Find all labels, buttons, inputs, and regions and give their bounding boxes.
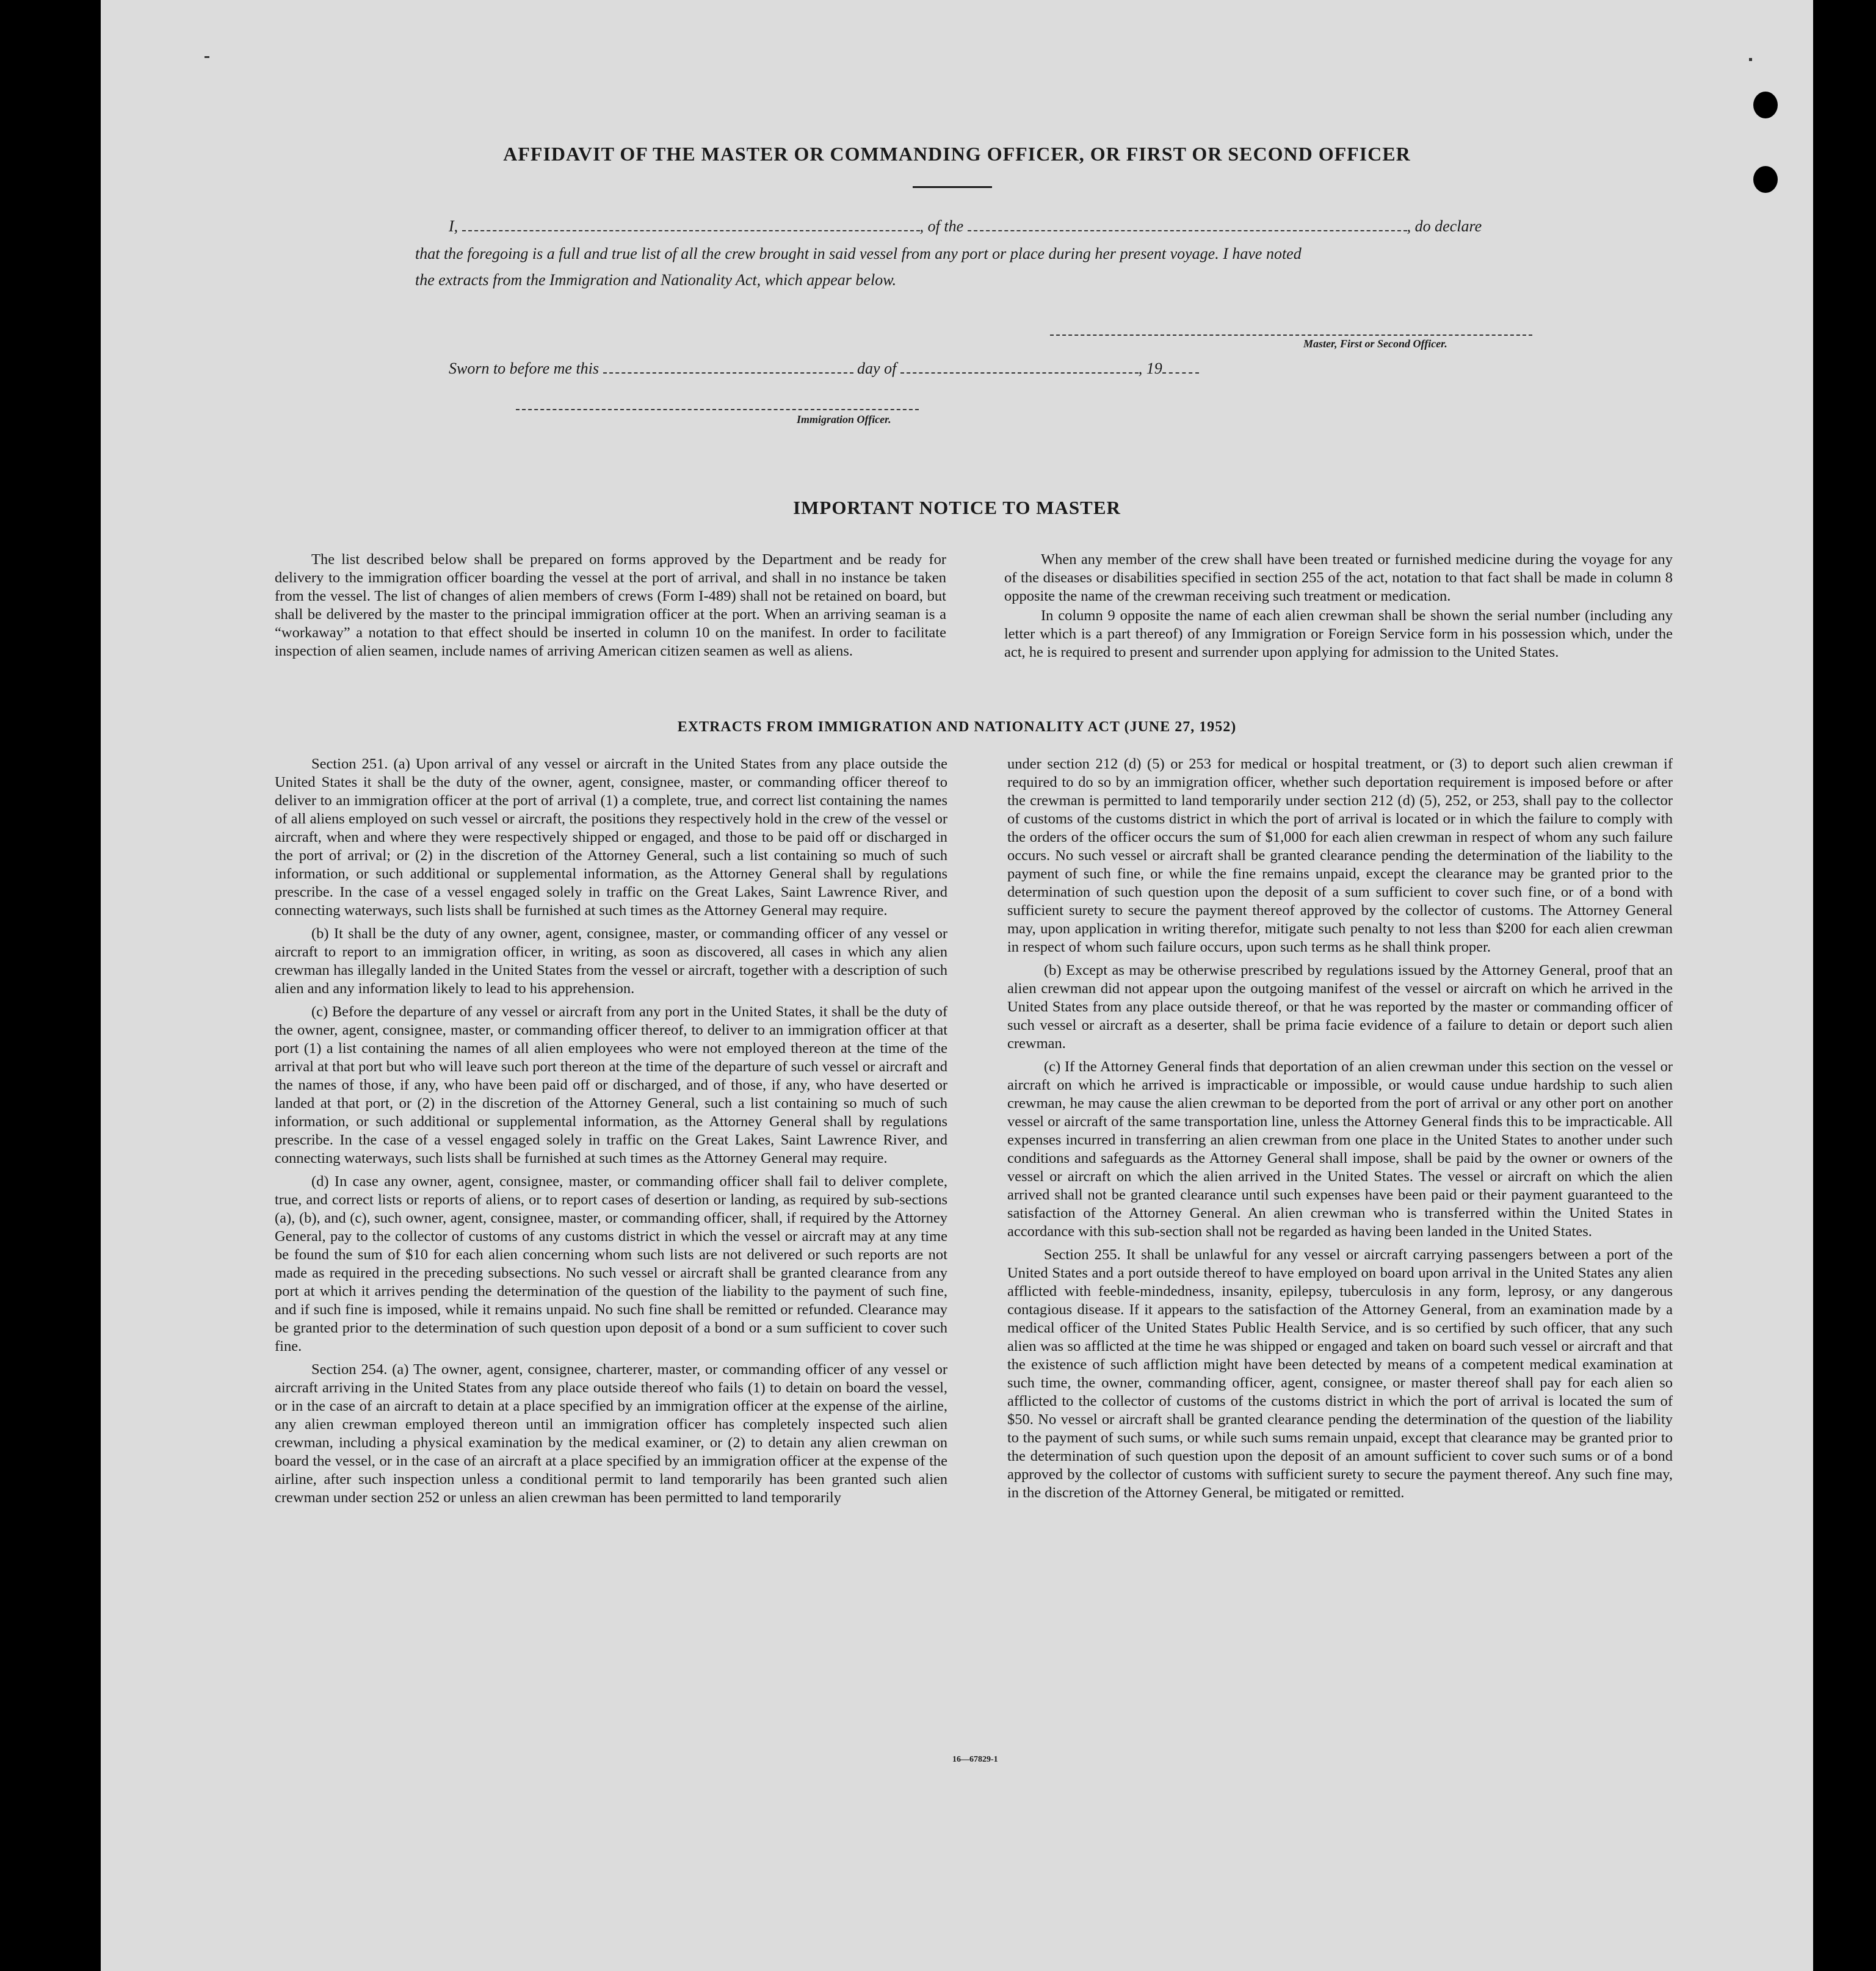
sworn-month-field[interactable] [900, 361, 1139, 374]
extracts-right-column [1007, 755, 1673, 1507]
punch-hole [1753, 166, 1778, 193]
declaration-line-1: that the foregoing is a full and true list of all the crew brought in said vessel from any port or place during her present voyage. I have noted [415, 245, 1302, 262]
notice-left-paragraph: The list described below shall be prepared on forms approved by the Department and be ready for delivery to the immigration officer boarding the vessel at the port of arrival, and shall in no instance be taken from the vessel. The list of changes of alien members of crews (Form I-489) shall not be retained on board, but shall be delivered by the master to the principal immigration officer at the port. When an arriving seaman is a “workaway” a notation to that effect should be inserted in column 10 on the manifest. In order to facilitate inspection of alien seamen, include names of arriving American citizen seamen as well as aliens. [275, 551, 946, 659]
declaration-line-2: the extracts from the Immigration and Nationality Act, which appear below. [415, 271, 897, 289]
sworn-year-field[interactable] [1162, 361, 1199, 374]
section-251-c: (c) Before the departure of any vessel or aircraft from any port in the United States, it shall be the duty of the owner, agent, consignee, master, or commanding officer thereof, to deliver to an immigration officer at that port (1) a list containing the names of all alien employees who were not employed thereon at the time of the arrival at that port but who will leave such port thereon at the time of the departure of such vessel or aircraft and the names of those, if any, who have been paid off or discharged, and of those, if any, who have deserted or landed at that port, or (2) in the discretion of the Attorney General, such a list containing so much of such information, or such additional or supplemental information, as the Attorney General shall by regulations prescribe. In the case of a vessel engaged solely in traffic on the Great Lakes, Saint Lawrence River, and connecting waterways, such lists shall be furnished at such times as the Attorney General may require. [275, 1004, 947, 1166]
section-251-d: (d) In case any owner, agent, consignee, master, or commanding officer shall fail to deliver complete, true, and correct lists or reports of aliens, or to report cases of desertion or landing, as required by sub-sections (a), (b), and (c), such owner, agent, consignee, master, or commanding officer, shall, if required by the Attorney General, pay to the collector of customs of any customs district in which the vessel or aircraft may at any time be found the sum of $10 for each alien concerning whom such lists are not delivered or such reports are not made as required in the preceding subsections. No such vessel or aircraft shall be granted clearance from any port at which it arrives pending the determination of the question of the liability to the payment of such fine, and if such fine is imposed, while it remains unpaid. No such fine shall be remitted or refunded. Clearance may be granted prior to the determination of such question upon deposit of a bond or a sum sufficient to cover such fine. [275, 1173, 947, 1354]
year-label: , 19 [1138, 360, 1162, 377]
title-rule [913, 186, 992, 188]
declarant-name-field[interactable] [462, 219, 920, 231]
i-label: I, [449, 217, 458, 235]
extracts-title: EXTRACTS FROM IMMIGRATION AND NATIONALITY ACT (JUNE 27, 1952) [677, 719, 1237, 735]
notice-title: IMPORTANT NOTICE TO MASTER [793, 497, 1121, 518]
section-251-b: (b) It shall be the duty of any owner, agent, consignee, master, or commanding officer of any vessel or aircraft to report to an immigration officer, in writing, as soon as discovered, all cases in which any alien crewman has illegally landed in the United States from the vessel or aircraft, together with a description of such alien and any information likely to lead to his apprehension. [275, 925, 947, 997]
section-254-c: (c) If the Attorney General finds that deportation of an alien crewman under this section on the vessel or aircraft on which he arrived is impracticable or impossible, or would cause undue hardship to such alien crewman, he may cause the alien crewman to be deported from the port of arrival or any other port on another vessel or aircraft of the same transportation line, unless the Attorney General finds this to be impracticable. All expenses incurred in transferring an alien crewman from one place in the United States to another under such conditions and safeguards as the Attorney General shall impose, shall be paid by the owner or owners of the vessel or aircraft on which the alien arrived in the United States. The vessel or aircraft on which the alien arrived shall not be granted clearance until such expenses have been paid or their payment guaranteed to the satisfaction of the Attorney General. An alien crewman who is transferred within the United States in accordance with this sub-section shall not be regarded as having been landed in the United States. [1007, 1058, 1673, 1240]
notice-left-column [275, 551, 946, 665]
immigration-officer-signature-field[interactable] [516, 398, 919, 410]
document-page [101, 0, 1813, 1971]
punch-hole [1753, 92, 1778, 118]
sworn-label: Sworn to before me this [449, 360, 599, 377]
notice-right-column [1004, 551, 1673, 667]
section-254-a-continued: under section 212 (d) (5) or 253 for medical or hospital treatment, or (3) to deport such alien crewman if required to do so by an immigration officer, whether such deportation requirement is imposed before or after the crewman is permitted to land temporarily under section 212 (d) (5), 252, or 253, shall pay to the collector of customs of the customs district in which the port of arrival is located or in which the failure to comply with the orders of the officer occurs the sum of $1,000 for each alien crewman in respect of whom any such failure occurs. No such vessel or aircraft shall be granted clearance pending the determination of the liability to the payment of such fine, or while the fine remains unpaid, except the clearance may be granted prior to the determination of such question upon the deposit of a sum sufficient to cover such fine, or of a bond with sufficient surety to secure the payment thereof approved by the collector of customs. The Attorney General may, upon application in writing therefor, mitigate such penalty to not less than $200 for each alien crewman in respect of whom such failure occurs, upon such terms as he shall think proper. [1007, 756, 1673, 955]
notice-right-paragraph-1: When any member of the crew shall have been treated or furnished medicine during the voyage for any of the diseases or disabilities specified in section 255 of the act, notation to that fact shall be made in column 8 opposite the name of the crewman receiving such treatment or medication. [1004, 551, 1673, 604]
notice-right-paragraph-2: In column 9 opposite the name of each alien crewman shall be shown the serial number (including any letter which is a part thereof) of any Immigration or Foreign Service form in his possession which, under the act, he is required to present and surrender upon applying for admission to the United States. [1004, 607, 1673, 660]
day-of-label: day of [857, 360, 897, 377]
sworn-day-field[interactable] [603, 361, 853, 374]
affidavit-title: AFFIDAVIT OF THE MASTER OR COMMANDING OFFICER, OR FIRST OR SECOND OFFICER [503, 143, 1411, 165]
section-254-b: (b) Except as may be otherwise prescribed by regulations issued by the Attorney General, proof that an alien crewman did not appear upon the outgoing manifest of the vessel or aircraft on which he arrived in the United States from any place outside thereof, or that he was reported by the master or commanding officer of such vessel or aircraft as a deserter, shall be prima facie evidence of a failure to detain or deport such alien crewman. [1007, 962, 1673, 1052]
do-declare-label: , do declare [1407, 217, 1482, 235]
vessel-name-field[interactable] [968, 219, 1407, 231]
section-255: Section 255. It shall be unlawful for any vessel or aircraft carrying passengers between a port of the United States and a port outside thereof to have employed on board upon arrival in the United States any alien afflicted with feeble-mindedness, insanity, epilepsy, tuberculosis in any form, leprosy, or any dangerous contagious disease. If it appears to the satisfaction of the Attorney General, from an examination made by a medical officer of the United States Public Health Service, and is so certified by such officer, that any such alien was so afflicted at the time he was shipped or engaged and taken on board such vessel or aircraft and that the existence of such affliction might have been detected by means of a competent medical examination at such time, the owner, commanding officer, agent, consignee, or master thereof shall pay for each alien so afflicted to the collector of customs of the customs district in which the port of arrival is located the sum of $50. No vessel or aircraft shall be granted clearance pending the determination of the question of the liability to the payment of such sums, or while such sums remain unpaid, except that clearance may be granted prior to the determination of such question upon the deposit of an amount sufficient to cover such sums or of a bond approved by the collector of customs with sufficient surety to secure the payment thereof. Any such fine may, in the discretion of the Attorney General, be mitigated or remitted. [1007, 1246, 1673, 1501]
section-254-a: Section 254. (a) The owner, agent, consignee, charterer, master, or commanding officer of any vessel or aircraft arriving in the United States from any place outside thereof who fails (1) to detain on board the vessel, or in the case of an aircraft to detain at a place specified by an immigration officer at the expense of the airline, any alien crewman employed thereon until an immigration officer has completely inspected such alien crewman, including a physical examination by the medical examiner, or (2) to detain any alien crewman on board the vessel, or in the case of an aircraft at a place specified by an immigration officer at the expense of the airline, after such inspection unless a conditional permit to land temporarily has been granted such alien crewman under section 252 or unless an alien crewman has been permitted to land temporarily [275, 1361, 947, 1506]
extracts-left-column [275, 755, 947, 1512]
declarant-line [449, 217, 1482, 236]
sworn-line [449, 360, 1199, 378]
scan-speck [205, 56, 209, 58]
immigration-officer-caption: Immigration Officer. [797, 413, 891, 425]
of-the-label: , of the [919, 217, 964, 235]
scan-speck [1749, 58, 1752, 61]
section-251-a: Section 251. (a) Upon arrival of any vessel or aircraft in the United States from any place outside the United States it shall be the duty of the owner, agent, consignee, master, or commanding officer thereof to deliver to an immigration officer at the port of arrival (1) a complete, true, and correct list containing the names of all aliens employed on such vessel or aircraft, the positions they respectively hold in the crew of the vessel or aircraft, when and where they were respectively shipped or engaged, and those to be paid off or discharged in the port of arrival; or (2) in the discretion of the Attorney General, such a list containing so much of such information, or such additional or supplemental information, as the Attorney General shall by regulations prescribe. In the case of a vessel engaged solely in traffic on the Great Lakes, Saint Lawrence River, and connecting waterways, such lists shall be furnished at such times as the Attorney General may require. [275, 756, 947, 919]
form-number: 16—67829-1 [952, 1755, 998, 1764]
master-signature-field[interactable] [1050, 324, 1532, 336]
master-signature-caption: Master, First or Second Officer. [1303, 338, 1447, 350]
